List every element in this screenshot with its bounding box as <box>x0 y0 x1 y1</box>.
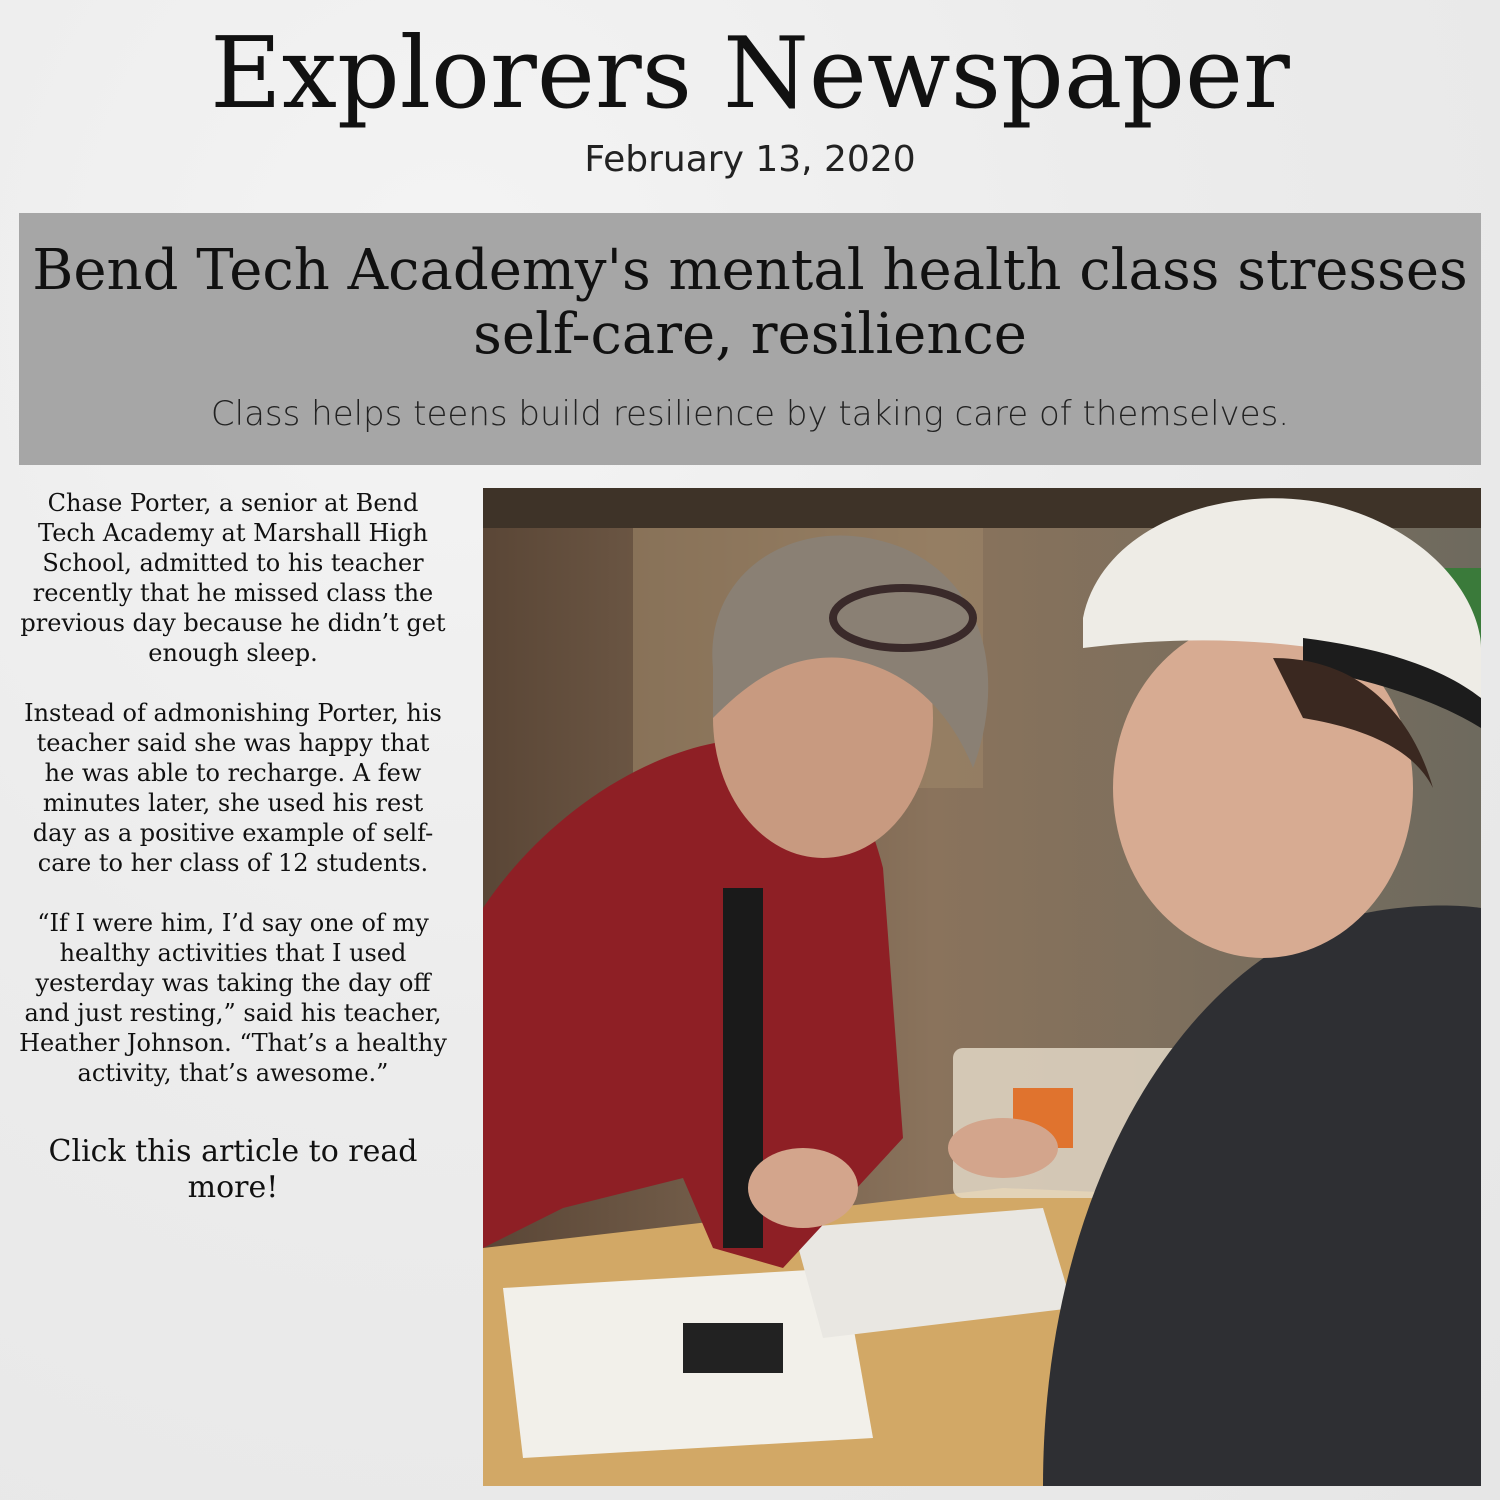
issue-date: February 13, 2020 <box>584 139 916 180</box>
classroom-photo[interactable] <box>483 488 1481 1486</box>
photo-illustration <box>483 488 1481 1486</box>
article-paragraph-1: Chase Porter, a senior at Bend Tech Academy at Marshall High School, admitted to his teacher recently that he missed class the previous day because he didn’t get enough sleep. <box>20 489 446 667</box>
article-body[interactable] <box>18 488 448 1236</box>
article-paragraph-2: Instead of admonishing Porter, his teacher said she was happy that he was able to recharge. A few minutes later, she used his rest day as a positive example of self-care to her class of 12 students. <box>24 699 442 877</box>
masthead-title: Explorers Newspaper <box>210 17 1290 131</box>
headline-box[interactable] <box>19 213 1481 465</box>
story-headline[interactable] <box>19 239 1481 367</box>
headline-line-1: Bend Tech Academy's mental health class stresses <box>32 238 1468 303</box>
read-more-link[interactable]: Click this article to read more! <box>48 1134 418 1205</box>
story-subhead: Class helps teens build resilience by taking care of themselves. <box>210 394 1290 434</box>
article-paragraph-3: “If I were him, I’d say one of my healthy activities that I used yesterday was taking the day off and just resting,” said his teacher, Heather Johnson. “That’s a healthy activity, that’s awesome.” <box>19 909 447 1087</box>
headline-line-2: self-care, resilience <box>473 302 1027 367</box>
